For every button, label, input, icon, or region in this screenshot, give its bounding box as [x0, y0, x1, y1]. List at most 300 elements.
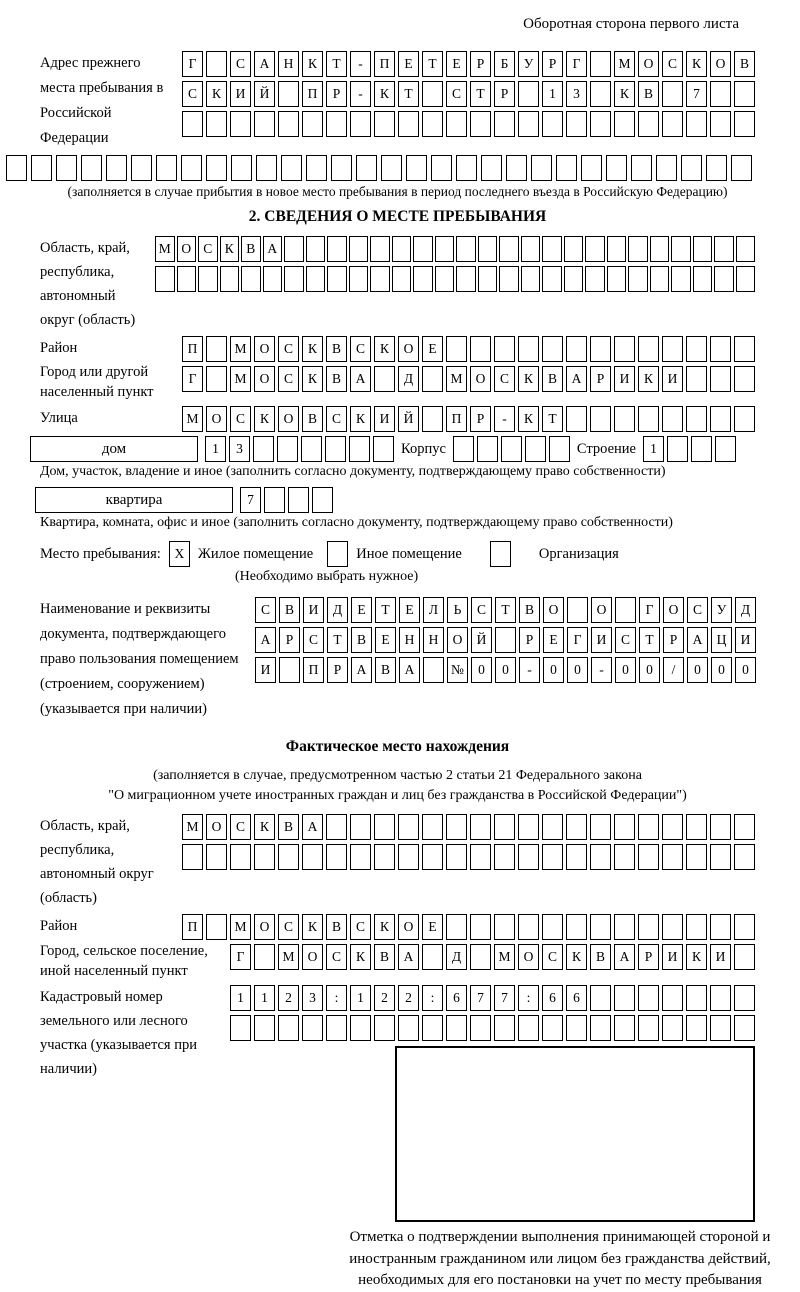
char-cell [481, 155, 502, 181]
char-cell [374, 844, 395, 870]
char-cell [206, 844, 227, 870]
char-cell [374, 1015, 395, 1041]
char-cell: 1 [350, 985, 371, 1011]
char-cell [470, 111, 491, 137]
char-cell: Й [471, 627, 492, 653]
char-cell: В [326, 336, 347, 362]
char-cell [734, 406, 755, 432]
char-cell: О [254, 914, 275, 940]
house-type-box: дом [30, 436, 198, 462]
char-cell [206, 336, 227, 362]
char-cell [446, 336, 467, 362]
char-cell [182, 111, 203, 137]
char-cell [278, 1015, 299, 1041]
char-cell: И [614, 366, 635, 392]
char-cell [731, 155, 752, 181]
char-cell: С [494, 366, 515, 392]
char-cell: 6 [446, 985, 467, 1011]
char-cell: К [374, 336, 395, 362]
char-cell: С [471, 597, 492, 623]
char-cell [263, 266, 283, 292]
stay-option-inoe-label: Иное помещение [356, 545, 462, 562]
char-cell: К [302, 51, 323, 77]
char-cell: 0 [567, 657, 588, 683]
char-cell [490, 541, 511, 567]
char-cell: Г [567, 627, 588, 653]
char-cell: Г [230, 944, 251, 970]
char-cell: С [255, 597, 276, 623]
char-cell [566, 914, 587, 940]
char-cell: С [615, 627, 636, 653]
document-label: Наименование и реквизиты документа, подтверждающего право пользования помещением (строением, сооружением) (указывается при наличии) [40, 601, 239, 717]
char-cell [181, 155, 202, 181]
char-cell [590, 111, 611, 137]
char-cell [710, 814, 731, 840]
char-cell [710, 336, 731, 362]
char-cell [686, 985, 707, 1011]
char-cell [638, 1015, 659, 1041]
char-cell: О [177, 236, 197, 262]
char-cell [521, 266, 541, 292]
char-cell [650, 266, 670, 292]
region-block [40, 236, 755, 332]
char-cell [693, 236, 713, 262]
char-cell [398, 814, 419, 840]
char-cell [495, 627, 516, 653]
char-cell: Т [422, 51, 443, 77]
char-cell: : [326, 985, 347, 1011]
char-cell [590, 914, 611, 940]
char-cell [279, 657, 300, 683]
char-cell: Р [542, 51, 563, 77]
char-cell [302, 1015, 323, 1041]
char-cell [331, 155, 352, 181]
char-cell [326, 844, 347, 870]
prev-address-row-1 [182, 51, 755, 77]
char-cell: С [278, 336, 299, 362]
char-cell: 0 [543, 657, 564, 683]
district-block [40, 336, 755, 362]
prev-address-block [40, 51, 755, 151]
char-cell [650, 236, 670, 262]
char-cell: С [230, 814, 251, 840]
char-cell [518, 336, 539, 362]
char-cell [542, 336, 563, 362]
char-cell [470, 814, 491, 840]
prev-address-note: (заполняется в случае прибытия в новое место пребывания в период последнего въезда в Российскую Федерацию) [67, 184, 728, 199]
char-cell [566, 406, 587, 432]
char-cell: К [686, 51, 707, 77]
char-cell: 2 [398, 985, 419, 1011]
char-cell [477, 436, 498, 462]
char-cell [423, 657, 444, 683]
char-cell [518, 914, 539, 940]
char-cell [686, 814, 707, 840]
char-cell [614, 914, 635, 940]
char-cell [693, 266, 713, 292]
char-cell: О [254, 336, 275, 362]
char-cell [686, 914, 707, 940]
char-cell [81, 155, 102, 181]
char-cell [453, 436, 474, 462]
char-cell [422, 944, 443, 970]
char-cell [590, 1015, 611, 1041]
char-cell [370, 236, 390, 262]
char-cell: Т [326, 51, 347, 77]
char-cell [56, 155, 77, 181]
cadastral-box-rows [230, 985, 755, 1041]
char-cell: Р [327, 657, 348, 683]
char-cell: С [230, 51, 251, 77]
char-cell [638, 406, 659, 432]
char-cell: Е [422, 336, 443, 362]
char-cell [525, 436, 546, 462]
char-cell: С [350, 914, 371, 940]
char-cell [564, 236, 584, 262]
char-cell: О [518, 944, 539, 970]
char-cell [734, 366, 755, 392]
char-cell: Т [398, 81, 419, 107]
char-cell: У [518, 51, 539, 77]
district-row [182, 336, 755, 362]
char-cell [374, 366, 395, 392]
char-cell: П [303, 657, 324, 683]
char-cell [254, 1015, 275, 1041]
document-block [40, 597, 755, 722]
house-number-row [205, 436, 394, 462]
char-cell: Е [399, 597, 420, 623]
char-cell [456, 236, 476, 262]
char-cell: К [254, 814, 275, 840]
char-cell [349, 266, 369, 292]
actual-region-block [40, 814, 755, 910]
char-cell [301, 436, 322, 462]
char-cell [590, 406, 611, 432]
char-cell [499, 236, 519, 262]
char-cell: Т [327, 627, 348, 653]
char-cell [374, 814, 395, 840]
char-cell [241, 266, 261, 292]
char-cell [306, 266, 326, 292]
char-cell: А [687, 627, 708, 653]
char-cell: 0 [615, 657, 636, 683]
char-cell: К [220, 236, 240, 262]
city-block [40, 366, 755, 402]
char-cell [230, 1015, 251, 1041]
char-cell [715, 436, 736, 462]
char-cell [422, 81, 443, 107]
prev-address-row-4 [6, 155, 755, 181]
char-cell: Т [470, 81, 491, 107]
char-cell: Е [543, 627, 564, 653]
char-cell [398, 1015, 419, 1041]
char-cell [350, 844, 371, 870]
char-cell [350, 111, 371, 137]
char-cell: Д [446, 944, 467, 970]
char-cell: Ц [711, 627, 732, 653]
char-cell: Е [398, 51, 419, 77]
char-cell [638, 985, 659, 1011]
region-box-rows [155, 236, 755, 292]
char-cell [327, 541, 348, 567]
char-cell [264, 487, 285, 513]
char-cell [734, 111, 755, 137]
char-cell [374, 111, 395, 137]
char-cell: П [374, 51, 395, 77]
char-cell [326, 1015, 347, 1041]
char-cell [327, 236, 347, 262]
char-cell [431, 155, 452, 181]
actual-region-row-1 [182, 814, 755, 840]
actual-region-label: Область, край, республика, автономный округ (область) [40, 818, 154, 906]
char-cell: А [254, 51, 275, 77]
char-cell [435, 236, 455, 262]
char-cell: К [638, 366, 659, 392]
char-cell [556, 155, 577, 181]
char-cell: Р [470, 51, 491, 77]
char-cell [614, 814, 635, 840]
char-cell [614, 336, 635, 362]
char-cell [156, 155, 177, 181]
document-row-1 [255, 597, 756, 623]
char-cell [131, 155, 152, 181]
char-cell [326, 111, 347, 137]
cadastral-row-2 [230, 1015, 755, 1041]
char-cell [470, 336, 491, 362]
char-cell: И [710, 944, 731, 970]
char-cell [638, 844, 659, 870]
char-cell [710, 406, 731, 432]
char-cell: X [169, 541, 190, 567]
char-cell: 2 [374, 985, 395, 1011]
char-cell [590, 51, 611, 77]
document-row-2 [255, 627, 756, 653]
char-cell [691, 436, 712, 462]
stay-place-label: Место пребывания: [40, 545, 161, 562]
char-cell [542, 914, 563, 940]
char-cell [494, 111, 515, 137]
char-cell: М [182, 406, 203, 432]
char-cell [734, 1015, 755, 1041]
char-cell: К [518, 366, 539, 392]
actual-location-note-line2: "О миграционном учете иностранных граждан и лиц без гражданства в Российской Федерации") [108, 788, 687, 803]
char-cell [206, 111, 227, 137]
char-cell [278, 81, 299, 107]
char-cell: М [230, 914, 251, 940]
char-cell [422, 1015, 443, 1041]
char-cell: К [302, 336, 323, 362]
char-cell [206, 366, 227, 392]
char-cell: А [614, 944, 635, 970]
char-cell [585, 266, 605, 292]
char-cell: 0 [639, 657, 660, 683]
char-cell [566, 814, 587, 840]
prev-address-label: Адрес прежнего места пребывания в Российской Федерации [40, 55, 164, 146]
char-cell [710, 111, 731, 137]
char-cell [734, 985, 755, 1011]
korpus-row [453, 436, 570, 462]
char-cell: В [241, 236, 261, 262]
char-cell [606, 155, 627, 181]
document-row-3 [255, 657, 756, 683]
char-cell: № [447, 657, 468, 683]
char-cell: Р [470, 406, 491, 432]
char-cell [302, 111, 323, 137]
char-cell: Е [446, 51, 467, 77]
char-cell [494, 844, 515, 870]
confirmation-caption: Отметка о подтверждении выполнения принимающей стороной и иностранным гражданином или лицом без гражданства действий, необходимых для его постановки на учет по месту пребывания [349, 1229, 771, 1288]
char-cell [506, 155, 527, 181]
char-cell [278, 111, 299, 137]
char-cell [615, 597, 636, 623]
char-cell: И [662, 366, 683, 392]
actual-city-block [40, 944, 755, 981]
char-cell [254, 844, 275, 870]
char-cell: Р [279, 627, 300, 653]
actual-district-label: Район [40, 918, 78, 934]
char-cell [638, 336, 659, 362]
char-cell: Р [494, 81, 515, 107]
char-cell: М [230, 366, 251, 392]
char-cell: С [278, 914, 299, 940]
char-cell [662, 914, 683, 940]
char-cell: И [735, 627, 756, 653]
char-cell [542, 1015, 563, 1041]
char-cell: Ь [447, 597, 468, 623]
char-cell [422, 844, 443, 870]
stay-option-org-label: Организация [538, 545, 619, 562]
char-cell: П [302, 81, 323, 107]
char-cell [518, 111, 539, 137]
char-cell [422, 366, 443, 392]
char-cell: С [350, 336, 371, 362]
char-cell [671, 236, 691, 262]
char-cell [710, 985, 731, 1011]
char-cell: 3 [566, 81, 587, 107]
char-cell [198, 266, 218, 292]
char-cell: Г [566, 51, 587, 77]
char-cell [590, 814, 611, 840]
char-cell: С [687, 597, 708, 623]
char-cell: И [303, 597, 324, 623]
char-cell: М [278, 944, 299, 970]
actual-district-row [182, 914, 755, 940]
char-cell [590, 985, 611, 1011]
char-cell: Т [542, 406, 563, 432]
char-cell: Д [327, 597, 348, 623]
char-cell [667, 436, 688, 462]
char-cell [662, 111, 683, 137]
char-cell [542, 266, 562, 292]
char-cell: В [638, 81, 659, 107]
char-cell [470, 1015, 491, 1041]
char-cell [470, 844, 491, 870]
char-cell [686, 406, 707, 432]
char-cell: 0 [687, 657, 708, 683]
char-cell: С [326, 406, 347, 432]
char-cell [662, 336, 683, 362]
char-cell: В [278, 814, 299, 840]
street-row [182, 406, 755, 432]
char-cell: В [734, 51, 755, 77]
actual-region-row-2 [182, 844, 755, 870]
char-cell: С [182, 81, 203, 107]
char-cell: - [350, 51, 371, 77]
char-cell: Р [663, 627, 684, 653]
char-cell [710, 1015, 731, 1041]
char-cell [734, 81, 755, 107]
char-cell: И [374, 406, 395, 432]
char-cell: А [350, 366, 371, 392]
char-cell: О [206, 406, 227, 432]
char-cell [714, 266, 734, 292]
char-cell: П [182, 914, 203, 940]
char-cell [254, 944, 275, 970]
stay-checkbox-inoe [327, 541, 348, 567]
char-cell [710, 844, 731, 870]
char-cell [277, 436, 298, 462]
char-cell: К [518, 406, 539, 432]
char-cell [671, 266, 691, 292]
char-cell: О [447, 627, 468, 653]
char-cell: К [302, 366, 323, 392]
char-cell: О [591, 597, 612, 623]
actual-city-row [230, 944, 755, 970]
char-cell: О [302, 944, 323, 970]
char-cell [306, 236, 326, 262]
char-cell [518, 844, 539, 870]
char-cell [518, 814, 539, 840]
char-cell: К [206, 81, 227, 107]
char-cell [231, 155, 252, 181]
char-cell: Р [638, 944, 659, 970]
char-cell: В [375, 657, 396, 683]
char-cell: С [542, 944, 563, 970]
char-cell [614, 985, 635, 1011]
char-cell: П [446, 406, 467, 432]
cadastral-row-1 [230, 985, 755, 1011]
prev-address-box-rows [182, 51, 755, 137]
stroenie-label: Строение [576, 441, 636, 457]
char-cell: К [254, 406, 275, 432]
char-cell: А [255, 627, 276, 653]
char-cell: М [446, 366, 467, 392]
char-cell: А [263, 236, 283, 262]
char-cell: В [326, 366, 347, 392]
char-cell: Р [519, 627, 540, 653]
char-cell: - [591, 657, 612, 683]
char-cell [710, 366, 731, 392]
char-cell: 6 [542, 985, 563, 1011]
char-cell [566, 844, 587, 870]
char-cell [494, 1015, 515, 1041]
char-cell [734, 336, 755, 362]
char-cell [422, 406, 443, 432]
char-cell [631, 155, 652, 181]
char-cell [349, 436, 370, 462]
stay-option-zhiloe-label: Жилое помещение [197, 545, 314, 562]
char-cell: - [350, 81, 371, 107]
stay-place-block [40, 541, 755, 567]
char-cell: 1 [542, 81, 563, 107]
page-side-note: Оборотная сторона первого листа [523, 16, 739, 32]
char-cell: 0 [471, 657, 492, 683]
char-cell: Н [278, 51, 299, 77]
apartment-note: Квартира, комната, офис и иное (заполнить согласно документу, подтверждающему право собственности) [40, 515, 673, 530]
apartment-block [35, 487, 755, 513]
actual-location-note [40, 766, 755, 806]
stay-checkbox-org [490, 541, 511, 567]
